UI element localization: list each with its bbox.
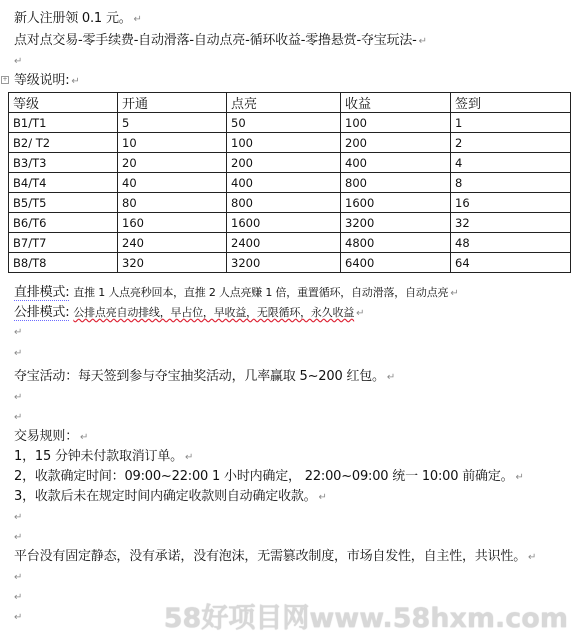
empty-paragraph: ↵ bbox=[14, 532, 23, 543]
empty-paragraph: ↵ bbox=[14, 327, 23, 338]
paragraph-mark: ↵ bbox=[356, 308, 365, 319]
table-cell: B7/T7 bbox=[9, 233, 118, 253]
table-cell: 40 bbox=[118, 173, 227, 193]
table-cell: 240 bbox=[118, 233, 227, 253]
empty-paragraph: ↵ bbox=[14, 412, 23, 423]
table-cell: 20 bbox=[118, 153, 227, 173]
table-cell: 800 bbox=[341, 173, 451, 193]
table-cell: 10 bbox=[118, 133, 227, 153]
table-header-cell: 收益 bbox=[341, 93, 451, 113]
table-row bbox=[9, 253, 571, 273]
table-cell: 800 bbox=[227, 193, 341, 213]
signup-bonus-line bbox=[14, 10, 142, 29]
table-cell: 32 bbox=[451, 213, 571, 233]
table-anchor-icon[interactable]: + bbox=[2, 76, 8, 83]
table-row bbox=[9, 173, 571, 193]
table-cell: 5 bbox=[118, 113, 227, 133]
table-cell: 6400 bbox=[341, 253, 451, 273]
table-cell: 16 bbox=[451, 193, 571, 213]
levels-heading-text: 等级说明: bbox=[14, 73, 70, 88]
table-cell: 400 bbox=[341, 153, 451, 173]
table-cell: 8 bbox=[451, 173, 571, 193]
paragraph-mark: ↵ bbox=[133, 14, 142, 25]
rule-2-line bbox=[14, 468, 524, 487]
table-header-cell: 点亮 bbox=[227, 93, 341, 113]
empty-paragraph: ↵ bbox=[14, 612, 23, 623]
table-cell: 200 bbox=[341, 133, 451, 153]
signup-bonus-text: 新人注册领 0.1 元。 bbox=[14, 11, 132, 26]
table-cell: 100 bbox=[227, 133, 341, 153]
paragraph-mark: ↵ bbox=[528, 552, 537, 563]
levels-table bbox=[8, 92, 571, 273]
table-cell: B2/ T2 bbox=[9, 133, 118, 153]
table-cell: B8/T8 bbox=[9, 253, 118, 273]
paragraph-mark: ↵ bbox=[318, 492, 327, 503]
table-cell: 3200 bbox=[341, 213, 451, 233]
empty-paragraph: ↵ bbox=[14, 56, 23, 67]
table-row bbox=[9, 133, 571, 153]
paragraph-mark: ↵ bbox=[515, 472, 524, 483]
table-cell: 3200 bbox=[227, 253, 341, 273]
table-cell: 1600 bbox=[341, 193, 451, 213]
paragraph-mark: ↵ bbox=[386, 372, 396, 383]
direct-mode-label: 直排模式: bbox=[14, 285, 70, 300]
table-cell: B5/T5 bbox=[9, 193, 118, 213]
table-row bbox=[9, 213, 571, 233]
table-cell: 2 bbox=[451, 133, 571, 153]
rule-2-text: 2，收款确定时间：09:00~22:00 1 小时内确定， 22:00~09:00 统一 10:00 前确定。 bbox=[14, 469, 514, 484]
paragraph-mark: ↵ bbox=[184, 452, 194, 463]
table-header-cell: 开通 bbox=[118, 93, 227, 113]
table-cell: 64 bbox=[451, 253, 571, 273]
features-text: 点对点交易-零手续费-自动滑落-自动点亮-循环收益-零撸悬赏-夺宝玩法- bbox=[14, 33, 417, 48]
public-mode-label: 公排模式: bbox=[14, 305, 70, 320]
table-cell: 50 bbox=[227, 113, 341, 133]
paragraph-mark: ↵ bbox=[80, 432, 89, 443]
table-row bbox=[9, 193, 571, 213]
table-cell: 400 bbox=[227, 173, 341, 193]
rule-3-text: 3，收款后未在规定时间内确定收款则自动确定收款。 bbox=[14, 489, 317, 504]
paragraph-mark: ↵ bbox=[418, 36, 427, 47]
table-cell: 4 bbox=[451, 153, 571, 173]
empty-paragraph: ↵ bbox=[14, 348, 23, 359]
table-row bbox=[9, 233, 571, 253]
paragraph-mark: ↵ bbox=[450, 288, 459, 299]
table-cell: B4/T4 bbox=[9, 173, 118, 193]
paragraph-mark: ↵ bbox=[71, 76, 80, 87]
table-cell: B3/T3 bbox=[9, 153, 118, 173]
table-cell: 1600 bbox=[227, 213, 341, 233]
table-header-row bbox=[9, 93, 571, 113]
platform-statement-line bbox=[14, 548, 536, 567]
platform-statement-text: 平台没有固定静态，没有承诺，没有泡沫，无需篡改制度，市场自发性，自主性，共识性。 bbox=[14, 549, 527, 564]
empty-paragraph: ↵ bbox=[14, 592, 23, 603]
table-cell: 48 bbox=[451, 233, 571, 253]
empty-paragraph: ↵ bbox=[14, 392, 23, 403]
table-header-cell: 等级 bbox=[9, 93, 118, 113]
table-cell: 320 bbox=[118, 253, 227, 273]
table-header-cell: 签到 bbox=[451, 93, 571, 113]
table-cell: 4800 bbox=[341, 233, 451, 253]
features-line bbox=[14, 32, 427, 51]
rules-heading-text: 交易规则： bbox=[14, 429, 79, 444]
rule-3-line bbox=[14, 488, 327, 507]
public-mode-line bbox=[14, 304, 364, 323]
empty-paragraph: ↵ bbox=[14, 512, 23, 523]
direct-mode-text: 直推 1 人点亮秒回本，直推 2 人点亮赚 1 倍，重置循环，自动滑落，自动点亮 bbox=[73, 286, 449, 299]
table-cell: 2400 bbox=[227, 233, 341, 253]
table-cell: 160 bbox=[118, 213, 227, 233]
direct-mode-line bbox=[14, 284, 459, 303]
table-row bbox=[9, 113, 571, 133]
levels-heading bbox=[14, 72, 80, 91]
empty-paragraph: ↵ bbox=[14, 572, 23, 583]
table-cell: B6/T6 bbox=[9, 213, 118, 233]
treasure-line bbox=[14, 368, 395, 387]
table-cell: B1/T1 bbox=[9, 113, 118, 133]
table-row bbox=[9, 153, 571, 173]
treasure-text: 夺宝活动：每天签到参与夺宝抽奖活动，几率赢取 5~200 红包。 bbox=[14, 369, 385, 384]
rule-1-text: 1，15 分钟未付款取消订单。 bbox=[14, 449, 183, 464]
rule-1-line bbox=[14, 448, 193, 467]
table-cell: 1 bbox=[451, 113, 571, 133]
site-watermark: 58好项目网www.58hxm.com bbox=[163, 603, 568, 634]
public-mode-text: 公排点亮自动排线，早占位，早收益，无限循环，永久收益 bbox=[73, 306, 355, 319]
table-cell: 100 bbox=[341, 113, 451, 133]
table-cell: 200 bbox=[227, 153, 341, 173]
rules-heading bbox=[14, 428, 88, 447]
table-cell: 80 bbox=[118, 193, 227, 213]
